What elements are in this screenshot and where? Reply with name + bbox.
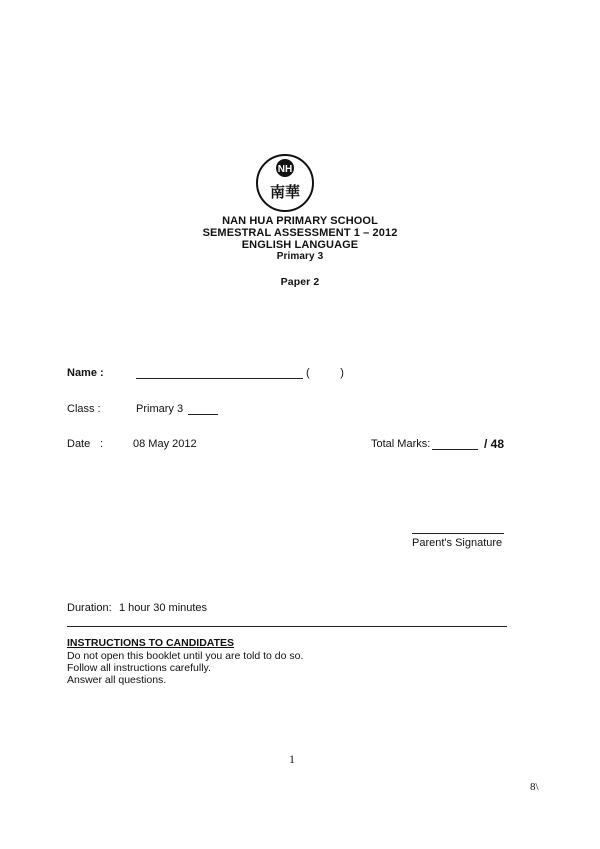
page-number: 1 <box>289 752 295 766</box>
duration-label: Duration: <box>67 602 112 614</box>
signature-line[interactable] <box>412 533 504 534</box>
corner-mark: 8\ <box>530 781 539 793</box>
class-field[interactable] <box>188 414 218 415</box>
subject-title: ENGLISH LANGUAGE <box>241 239 359 251</box>
total-marks-label: Total Marks: <box>371 438 431 450</box>
total-marks-field[interactable] <box>432 449 478 450</box>
level-title: Primary 3 <box>276 251 324 262</box>
date-value: 08 May 2012 <box>133 438 197 450</box>
date-colon: : <box>100 438 104 450</box>
name-label: Name : <box>67 367 104 379</box>
duration-value: 1 hour 30 minutes <box>119 602 208 614</box>
paper-title: Paper 2 <box>280 276 320 288</box>
school-crest-icon <box>255 153 315 213</box>
class-value: Primary 3 <box>136 403 184 415</box>
instruction-line: Follow all instructions carefully. <box>67 662 211 674</box>
instructions-heading: INSTRUCTIONS TO CANDIDATES <box>67 637 235 649</box>
instruction-line: Do not open this booklet until you are told to do so. <box>67 650 304 662</box>
instruction-line: Answer all questions. <box>67 674 167 686</box>
register-number-field[interactable]: ( ) <box>306 367 344 379</box>
school-name: NAN HUA PRIMARY SCHOOL <box>222 215 378 227</box>
divider <box>67 626 507 627</box>
name-field[interactable] <box>136 378 303 379</box>
total-marks-max: / 48 <box>484 437 505 451</box>
assessment-title: SEMESTRAL ASSESSMENT 1 – 2012 <box>202 227 398 239</box>
date-label: Date <box>67 438 91 450</box>
svg-text:NH: NH <box>277 164 293 175</box>
class-label: Class : <box>67 403 101 415</box>
signature-label: Parent's Signature <box>412 537 503 549</box>
svg-text:南華: 南華 <box>269 183 301 201</box>
